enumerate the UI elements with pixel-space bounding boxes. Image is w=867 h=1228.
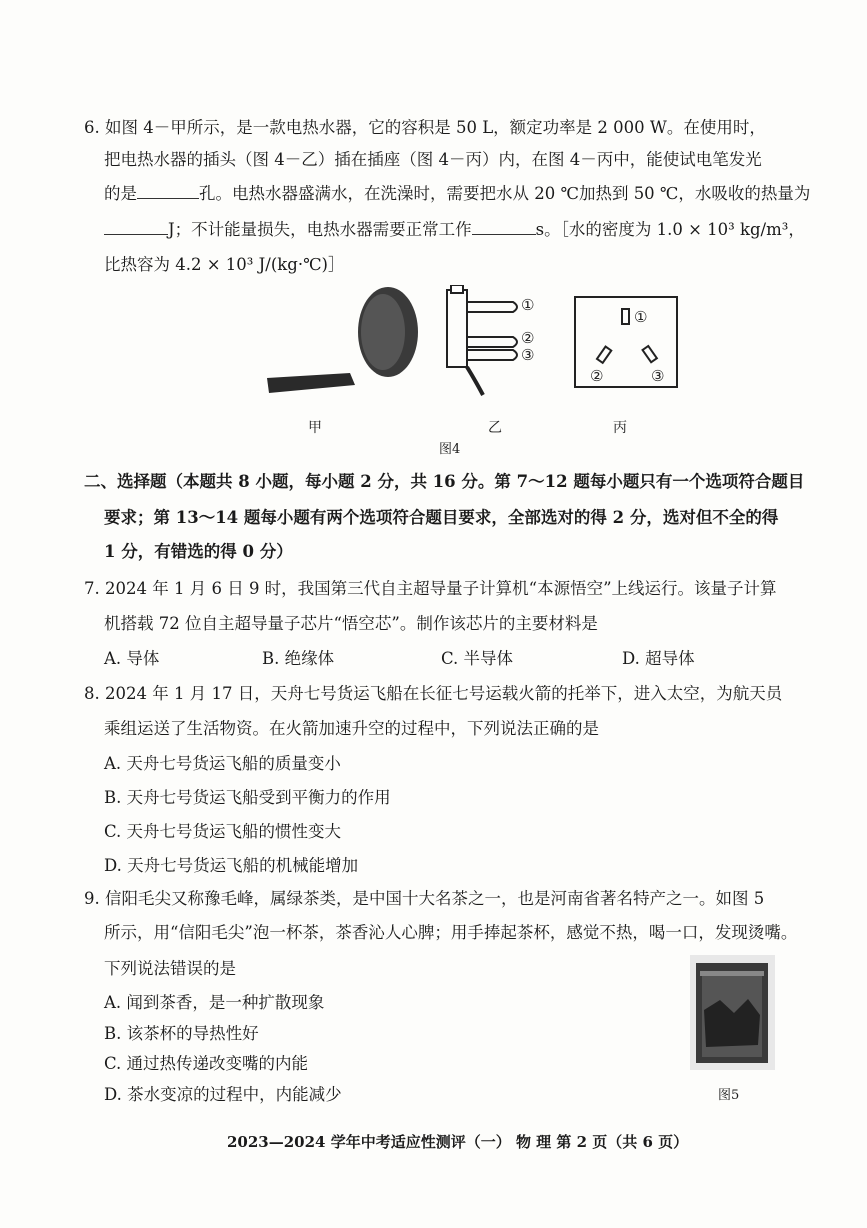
section2-line1: 二、选择题（本题共 8 小题，每小题 2 分，共 16 分。第 7～12 题每小题只有一个选项符合题目 bbox=[84, 472, 805, 491]
q6-blank-1 bbox=[137, 198, 199, 199]
q6-line4-start: J；不计能量损失，电热水器需要正常工作 bbox=[168, 220, 472, 239]
q6-line2: 把电热水器的插头（图 4－乙）插在插座（图 4－丙）内，在图 4－丙中，能使试电笔发光 bbox=[104, 150, 762, 169]
q8-option-b: B. 天舟七号货运飞船受到平衡力的作用 bbox=[104, 788, 391, 807]
plug-pin1-label: ① bbox=[521, 296, 535, 314]
plug-pin3-label: ③ bbox=[521, 346, 535, 364]
q8-option-a: A. 天舟七号货运飞船的质量变小 bbox=[104, 754, 341, 773]
q8-option-d: D. 天舟七号货运飞船的机械能增加 bbox=[104, 856, 359, 875]
water-heater-image bbox=[267, 287, 418, 393]
q9-option-c: C. 通过热传递改变嘴的内能 bbox=[104, 1054, 309, 1073]
q6-line3-end: 孔。电热水器盛满水，在洗澡时，需要把水从 20 ℃加热到 50 ℃，水吸收的热量为 bbox=[199, 184, 811, 203]
q9-line3: 下列说法错误的是 bbox=[104, 959, 236, 978]
figure4-drawings bbox=[255, 285, 715, 400]
q9-line2: 所示，用“信阳毛尖”泡一杯茶，茶香沁人心脾；用手捧起茶杯，感觉不热，喝一口，发现烫嘴。 bbox=[104, 923, 798, 942]
q6-line3-start: 的是 bbox=[104, 184, 137, 203]
q6-line5: 比热容为 4.2 × 10³ J/(kg·℃)］ bbox=[104, 255, 345, 274]
q8-line2: 乘组运送了生活物资。在火箭加速升空的过程中，下列说法正确的是 bbox=[104, 719, 599, 738]
section2-line2: 要求；第 13～14 题每小题有两个选项符合题目要求，全部选对的得 2 分，选对但不全的得 bbox=[104, 508, 779, 527]
q9-line1: 9. 信阳毛尖又称豫毛峰，属绿茶类，是中国十大名茶之一，也是河南省著名特产之一。如图 5 bbox=[84, 889, 765, 908]
section2-line3: 1 分，有错选的得 0 分） bbox=[104, 542, 293, 561]
q6-blank-2 bbox=[104, 234, 168, 235]
q7-option-a: A. 导体 bbox=[104, 649, 160, 668]
socket-hole1-label: ① bbox=[634, 308, 648, 326]
figure4-caption: 图4 bbox=[439, 442, 461, 457]
q6-line4-end: s。［水的密度为 1.0 × 10³ kg/m³， bbox=[535, 220, 805, 239]
figure5-caption: 图5 bbox=[718, 1088, 740, 1103]
q6-line1: 6. 如图 4－甲所示，是一款电热水器，它的容积是 50 L，额定功率是 2 000 W。在使用时， bbox=[84, 118, 766, 137]
plug-diagram bbox=[447, 285, 517, 395]
q6-blank-3 bbox=[472, 234, 536, 235]
q7-line2: 机搭载 72 位自主超导量子芯片“悟空芯”。制作该芯片的主要材料是 bbox=[104, 614, 598, 633]
q9-option-a: A. 闻到茶香，是一种扩散现象 bbox=[104, 993, 325, 1012]
plug-pin2-label: ② bbox=[521, 329, 535, 347]
socket-hole3-label: ③ bbox=[651, 367, 665, 385]
figure4-label-bing: 丙 bbox=[613, 420, 627, 436]
q7-option-d: D. 超导体 bbox=[622, 649, 695, 668]
q7-option-c: C. 半导体 bbox=[441, 649, 514, 668]
socket-hole2-label: ② bbox=[590, 367, 604, 385]
q9-option-d: D. 茶水变凉的过程中，内能减少 bbox=[104, 1085, 342, 1104]
q6-line3 bbox=[104, 182, 810, 206]
figure4-label-yi: 乙 bbox=[488, 420, 502, 436]
q7-option-b: B. 绝缘体 bbox=[262, 649, 335, 668]
q8-option-c: C. 天舟七号货运飞船的惯性变大 bbox=[104, 822, 342, 841]
figure4-label-jia: 甲 bbox=[308, 420, 322, 436]
q6-line4 bbox=[104, 218, 805, 242]
q9-option-b: B. 该茶杯的导热性好 bbox=[104, 1024, 259, 1043]
figure5-tea-cup-image bbox=[690, 955, 775, 1070]
q8-line1: 8. 2024 年 1 月 17 日，天舟七号货运飞船在长征七号运载火箭的托举下，进入太空，为航天员 bbox=[84, 684, 783, 703]
q7-line1: 7. 2024 年 1 月 6 日 9 时，我国第三代自主超导量子计算机“本源悟空”上线运行。该量子计算 bbox=[84, 579, 777, 598]
page-footer: 2023—2024 学年中考适应性测评（一） 物 理 第 2 页（共 6 页） bbox=[227, 1133, 689, 1151]
